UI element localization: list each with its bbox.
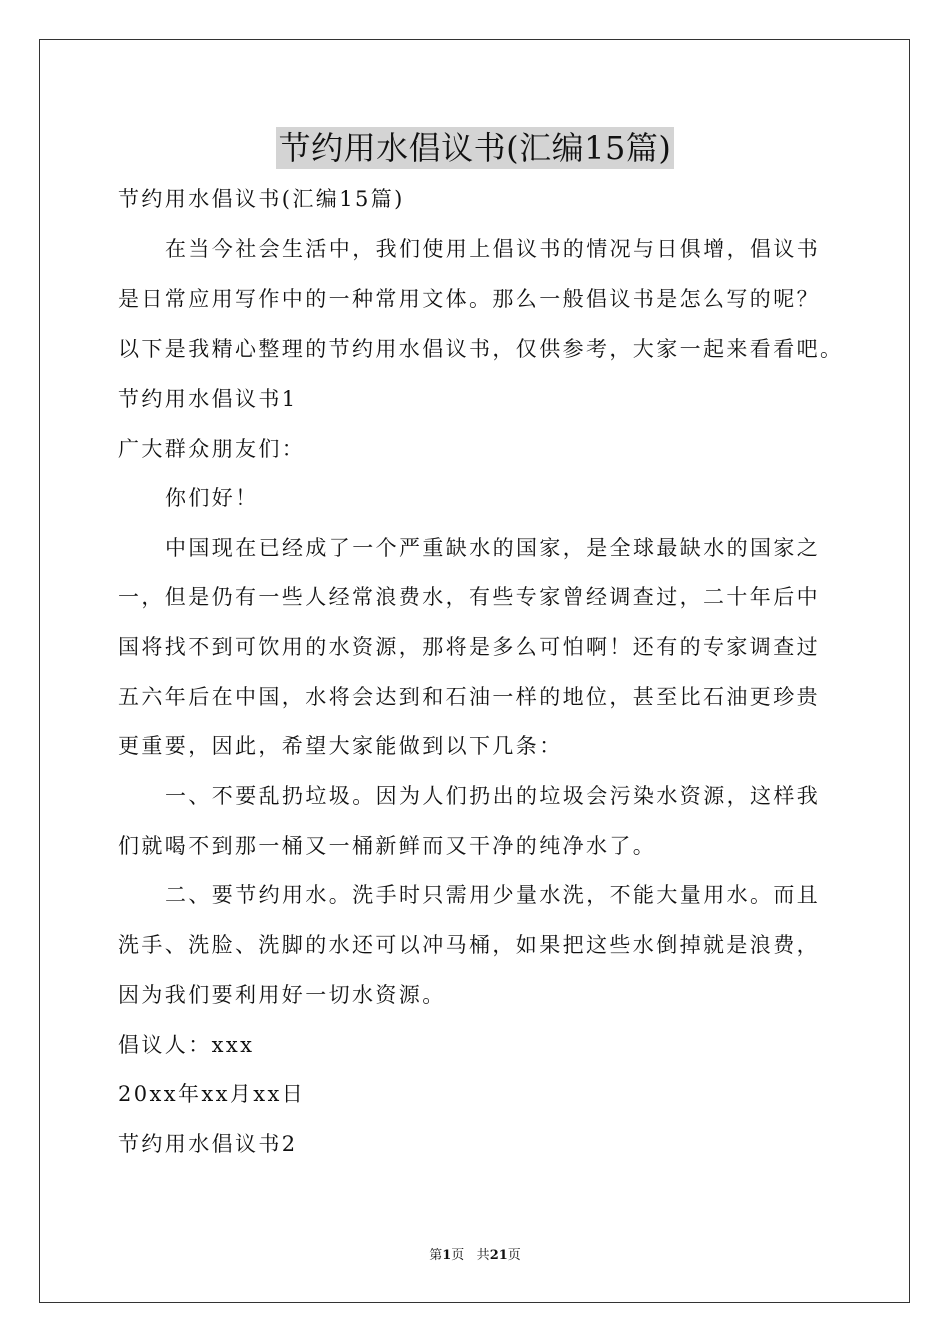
greeting: 你们好！ bbox=[165, 486, 259, 510]
body-line: 一，但是仍有一些人经常浪费水，有些专家曾经调查过，二十年后中 bbox=[118, 585, 820, 609]
total-prefix: 共 bbox=[476, 1248, 490, 1263]
body-line: 中国现在已经成了一个严重缺水的国家，是全球最缺水的国家之 bbox=[165, 536, 821, 560]
body-line: 因为我们要利用好一切水资源。 bbox=[118, 983, 446, 1007]
body-line: 一、不要乱扔垃圾。因为人们扔出的垃圾会污染水资源，这样我 bbox=[165, 784, 821, 808]
subtitle-line: 节约用水倡议书(汇编15篇) bbox=[118, 187, 405, 211]
body-line: 以下是我精心整理的节约用水倡议书，仅供参考，大家一起来看看吧。 bbox=[118, 337, 844, 361]
body-line: 洗手、洗脸、洗脚的水还可以冲马桶，如果把这些水倒掉就是浪费， bbox=[118, 933, 820, 957]
body-line: 是日常应用写作中的一种常用文体。那么一般倡议书是怎么写的呢？ bbox=[118, 287, 820, 311]
salutation: 广大群众朋友们： bbox=[118, 437, 306, 461]
body-line: 更重要，因此，希望大家能做到以下几条： bbox=[118, 734, 563, 758]
section-heading: 节约用水倡议书2 bbox=[118, 1132, 298, 1156]
total-suffix: 页 bbox=[507, 1248, 521, 1263]
date-line: 20xx年xx月xx日 bbox=[118, 1082, 306, 1106]
page-number: 1 bbox=[442, 1248, 452, 1263]
signature: 倡议人：xxx bbox=[118, 1033, 255, 1057]
body-line: 国将找不到可饮用的水资源，那将是多么可怕啊！还有的专家调查过 bbox=[118, 635, 820, 659]
section-heading: 节约用水倡议书1 bbox=[118, 387, 298, 411]
body-line: 五六年后在中国，水将会达到和石油一样的地位，甚至比石油更珍贵 bbox=[118, 685, 820, 709]
page-prefix: 第 bbox=[429, 1248, 443, 1263]
title-wrap bbox=[0, 127, 950, 169]
document-title: 节约用水倡议书(汇编15篇) bbox=[276, 127, 675, 169]
page-footer bbox=[0, 1247, 950, 1265]
body-line: 们就喝不到那一桶又一桶新鲜而又干净的纯净水了。 bbox=[118, 834, 657, 858]
body-line: 在当今社会生活中，我们使用上倡议书的情况与日俱增，倡议书 bbox=[165, 237, 821, 261]
total-pages: 21 bbox=[489, 1248, 508, 1263]
body-line: 二、要节约用水。洗手时只需用少量水洗，不能大量用水。而且 bbox=[165, 883, 821, 907]
page-suffix: 页 bbox=[451, 1248, 465, 1263]
page-border bbox=[39, 39, 910, 1303]
